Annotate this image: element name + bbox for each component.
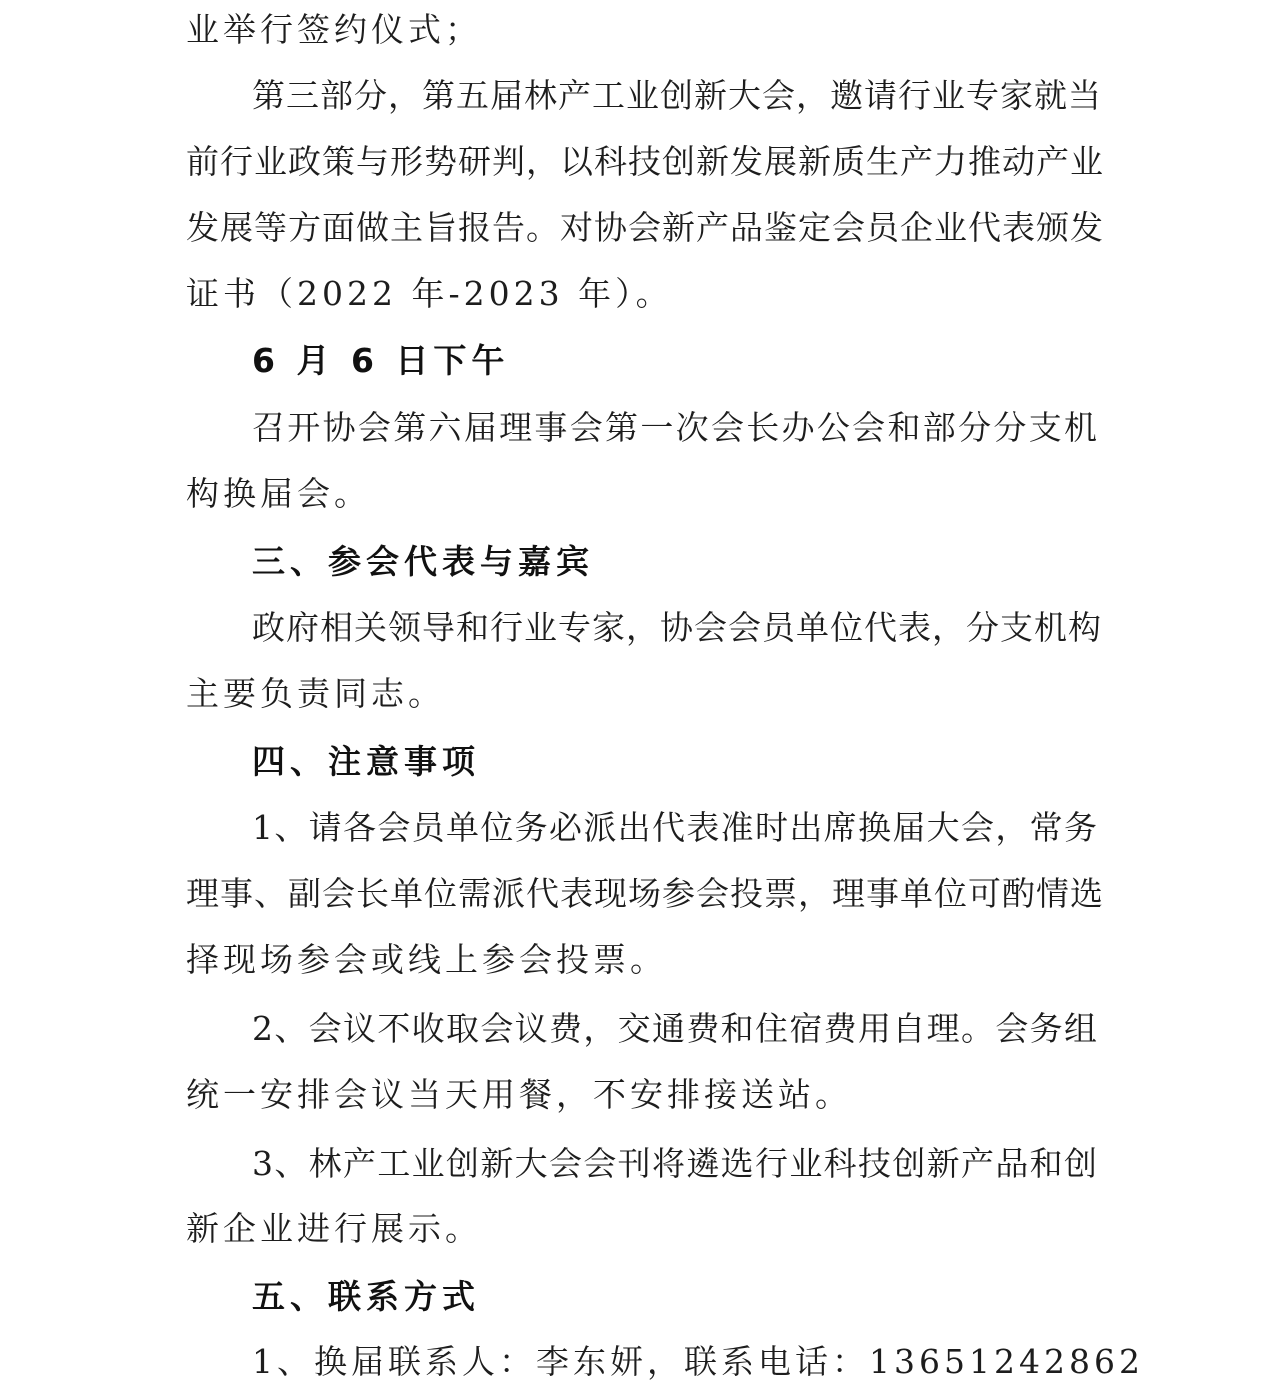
paragraph-line: 政府相关领导和行业专家，协会会员单位代表，分支机构 [252,608,1102,647]
paragraph-line: 统一安排会议当天用餐，不安排接送站。 [186,1075,852,1114]
paragraph-line: 择现场参会或线上参会投票。 [186,940,667,979]
paragraph-line: 发展等方面做主旨报告。对协会新产品鉴定会员企业代表颁发 [186,208,1104,247]
section-heading: 四、注意事项 [252,742,480,781]
section-heading: 五、联系方式 [252,1277,480,1316]
paragraph-line: 1、请各会员单位务必派出代表准时出席换届大会，常务 [252,808,1098,847]
paragraph-line: 构换届会。 [186,474,371,513]
paragraph-line: 2、会议不收取会议费，交通费和住宿费用自理。会务组 [252,1009,1098,1048]
paragraph-line: 主要负责同志。 [186,674,445,713]
contact-line: 1、换届联系人：李东妍，联系电话：13651242862 [252,1342,1144,1381]
paragraph-line: 业举行签约仪式； [186,10,482,49]
date-subheading: 6 月 6 日下午 [252,341,510,380]
paragraph-line: 新企业进行展示。 [186,1209,482,1248]
paragraph-line: 理事、副会长单位需派代表现场参会投票，理事单位可酌情选 [186,874,1104,913]
paragraph-line: 3、林产工业创新大会会刊将遴选行业科技创新产品和创 [252,1144,1098,1183]
paragraph-line: 第三部分，第五届林产工业创新大会，邀请行业专家就当 [252,76,1102,115]
section-heading: 三、参会代表与嘉宾 [252,542,594,581]
paragraph-line: 召开协会第六届理事会第一次会长办公会和部分分支机 [252,408,1098,447]
paragraph-line: 前行业政策与形势研判，以科技创新发展新质生产力推动产业 [186,142,1104,181]
paragraph-line: 证书（2022 年-2023 年）。 [186,274,673,313]
